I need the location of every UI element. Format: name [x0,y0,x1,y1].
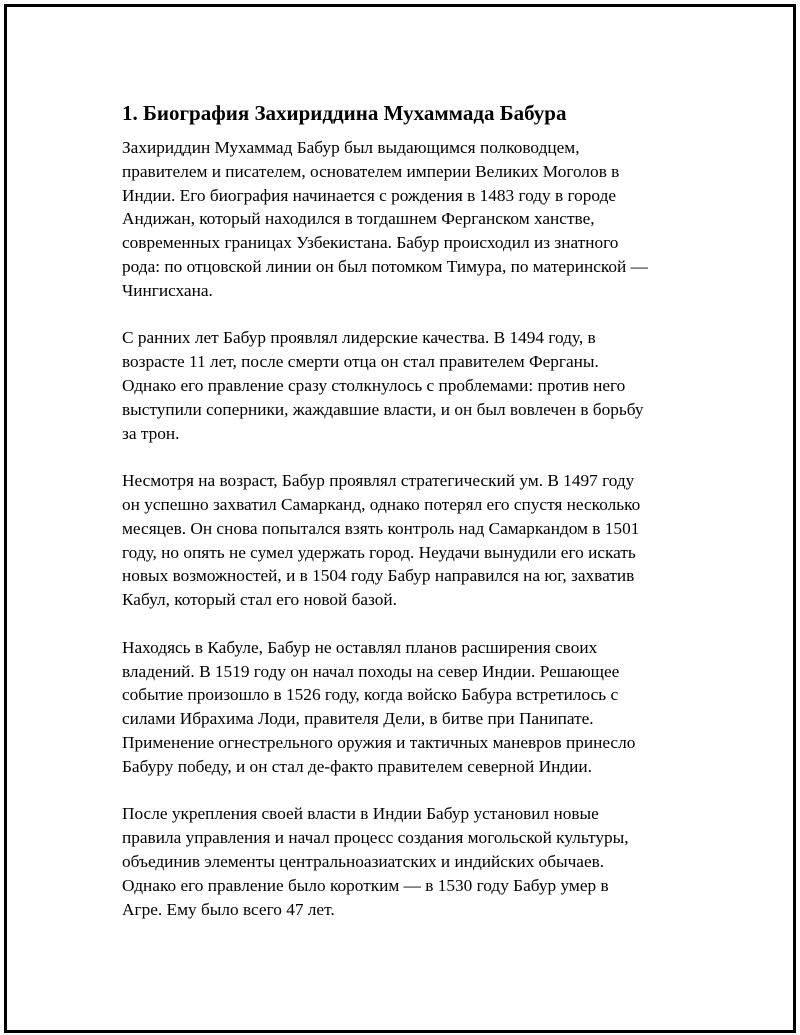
text-line: владений. В 1519 году он начал походы на север Индии. Решающее [122,661,620,681]
text-line: он успешно захватил Самарканд, однако потерял его спустя несколько [122,494,641,514]
paragraph-samarkand [122,469,702,612]
paragraph-birth [122,136,702,303]
text-line: современных границах Узбекистана. Бабур происходил из знатного [122,233,619,253]
text-line: Несмотря на возраст, Бабур проявлял стратегический ум. В 1497 году [122,471,635,491]
text-line: Чингисхана. [122,280,213,300]
text-line: Однако его правление было коротким — в 1530 году Бабур умер в [122,875,609,895]
page-frame [4,4,796,1033]
text-line: объединив элементы центральноазиатских и индийских обычаев. [122,851,605,871]
text-line: Находясь в Кабуле, Бабур не оставлял планов расширения своих [122,637,598,657]
paragraph-early-years [122,326,702,445]
text-line: рода: по отцовской линии он был потомком Тимура, по материнской — [122,256,648,276]
text-line: Агре. Ему было всего 47 лет. [122,899,335,919]
text-line: выступили соперники, жаждавшие власти, и он был вовлечен в борьбу [122,399,644,419]
text-line: новых возможностей, и в 1504 году Бабур направился на юг, захватив [122,566,635,586]
section-heading: 1. Биография Захириддина Мухаммада Бабура [122,101,567,125]
text-line: Андижан, который находился в тогдашнем Ферганском ханстве, [122,209,595,229]
document-content [122,99,702,945]
text-line: Индии. Его биография начинается с рождения в 1483 году в городе [122,185,617,205]
text-line: силами Ибрахима Лоди, правителя Дели, в битве при Панипате. [122,709,594,729]
text-line: правила управления и начал процесс создания могольской культуры, [122,828,629,848]
text-line: Однако его правление сразу столкнулось с проблемами: против него [122,375,626,395]
text-line: за трон. [122,423,180,443]
text-line: возрасте 11 лет, после смерти отца он стал правителем Ферганы. [122,352,599,372]
text-line: Кабул, который стал его новой базой. [122,590,397,610]
text-line: году, но опять не сумел удержать город. Неудачи вынудили его искать [122,542,636,562]
text-line: Захириддин Мухаммад Бабур был выдающимся полководцем, [122,138,580,157]
text-line: Применение огнестрельного оружия и тактичных маневров принесло [122,732,636,752]
text-line: месяцев. Он снова попытался взять контроль над Самаркандом в 1501 [122,518,640,538]
paragraph-india-campaign [122,636,702,779]
text-line: правителем и писателем, основателем империи Великих Моголов в [122,161,620,181]
paragraph-reign-end [122,802,702,921]
text-line: После укрепления своей власти в Индии Бабур установил новые [122,804,599,824]
text-line: Бабуру победу, и он стал де-факто правителем северной Индии. [122,756,592,776]
text-line: событие произошло в 1526 году, когда войско Бабура встретилось с [122,685,619,705]
text-line: С ранних лет Бабур проявлял лидерские качества. В 1494 году, в [122,328,596,348]
